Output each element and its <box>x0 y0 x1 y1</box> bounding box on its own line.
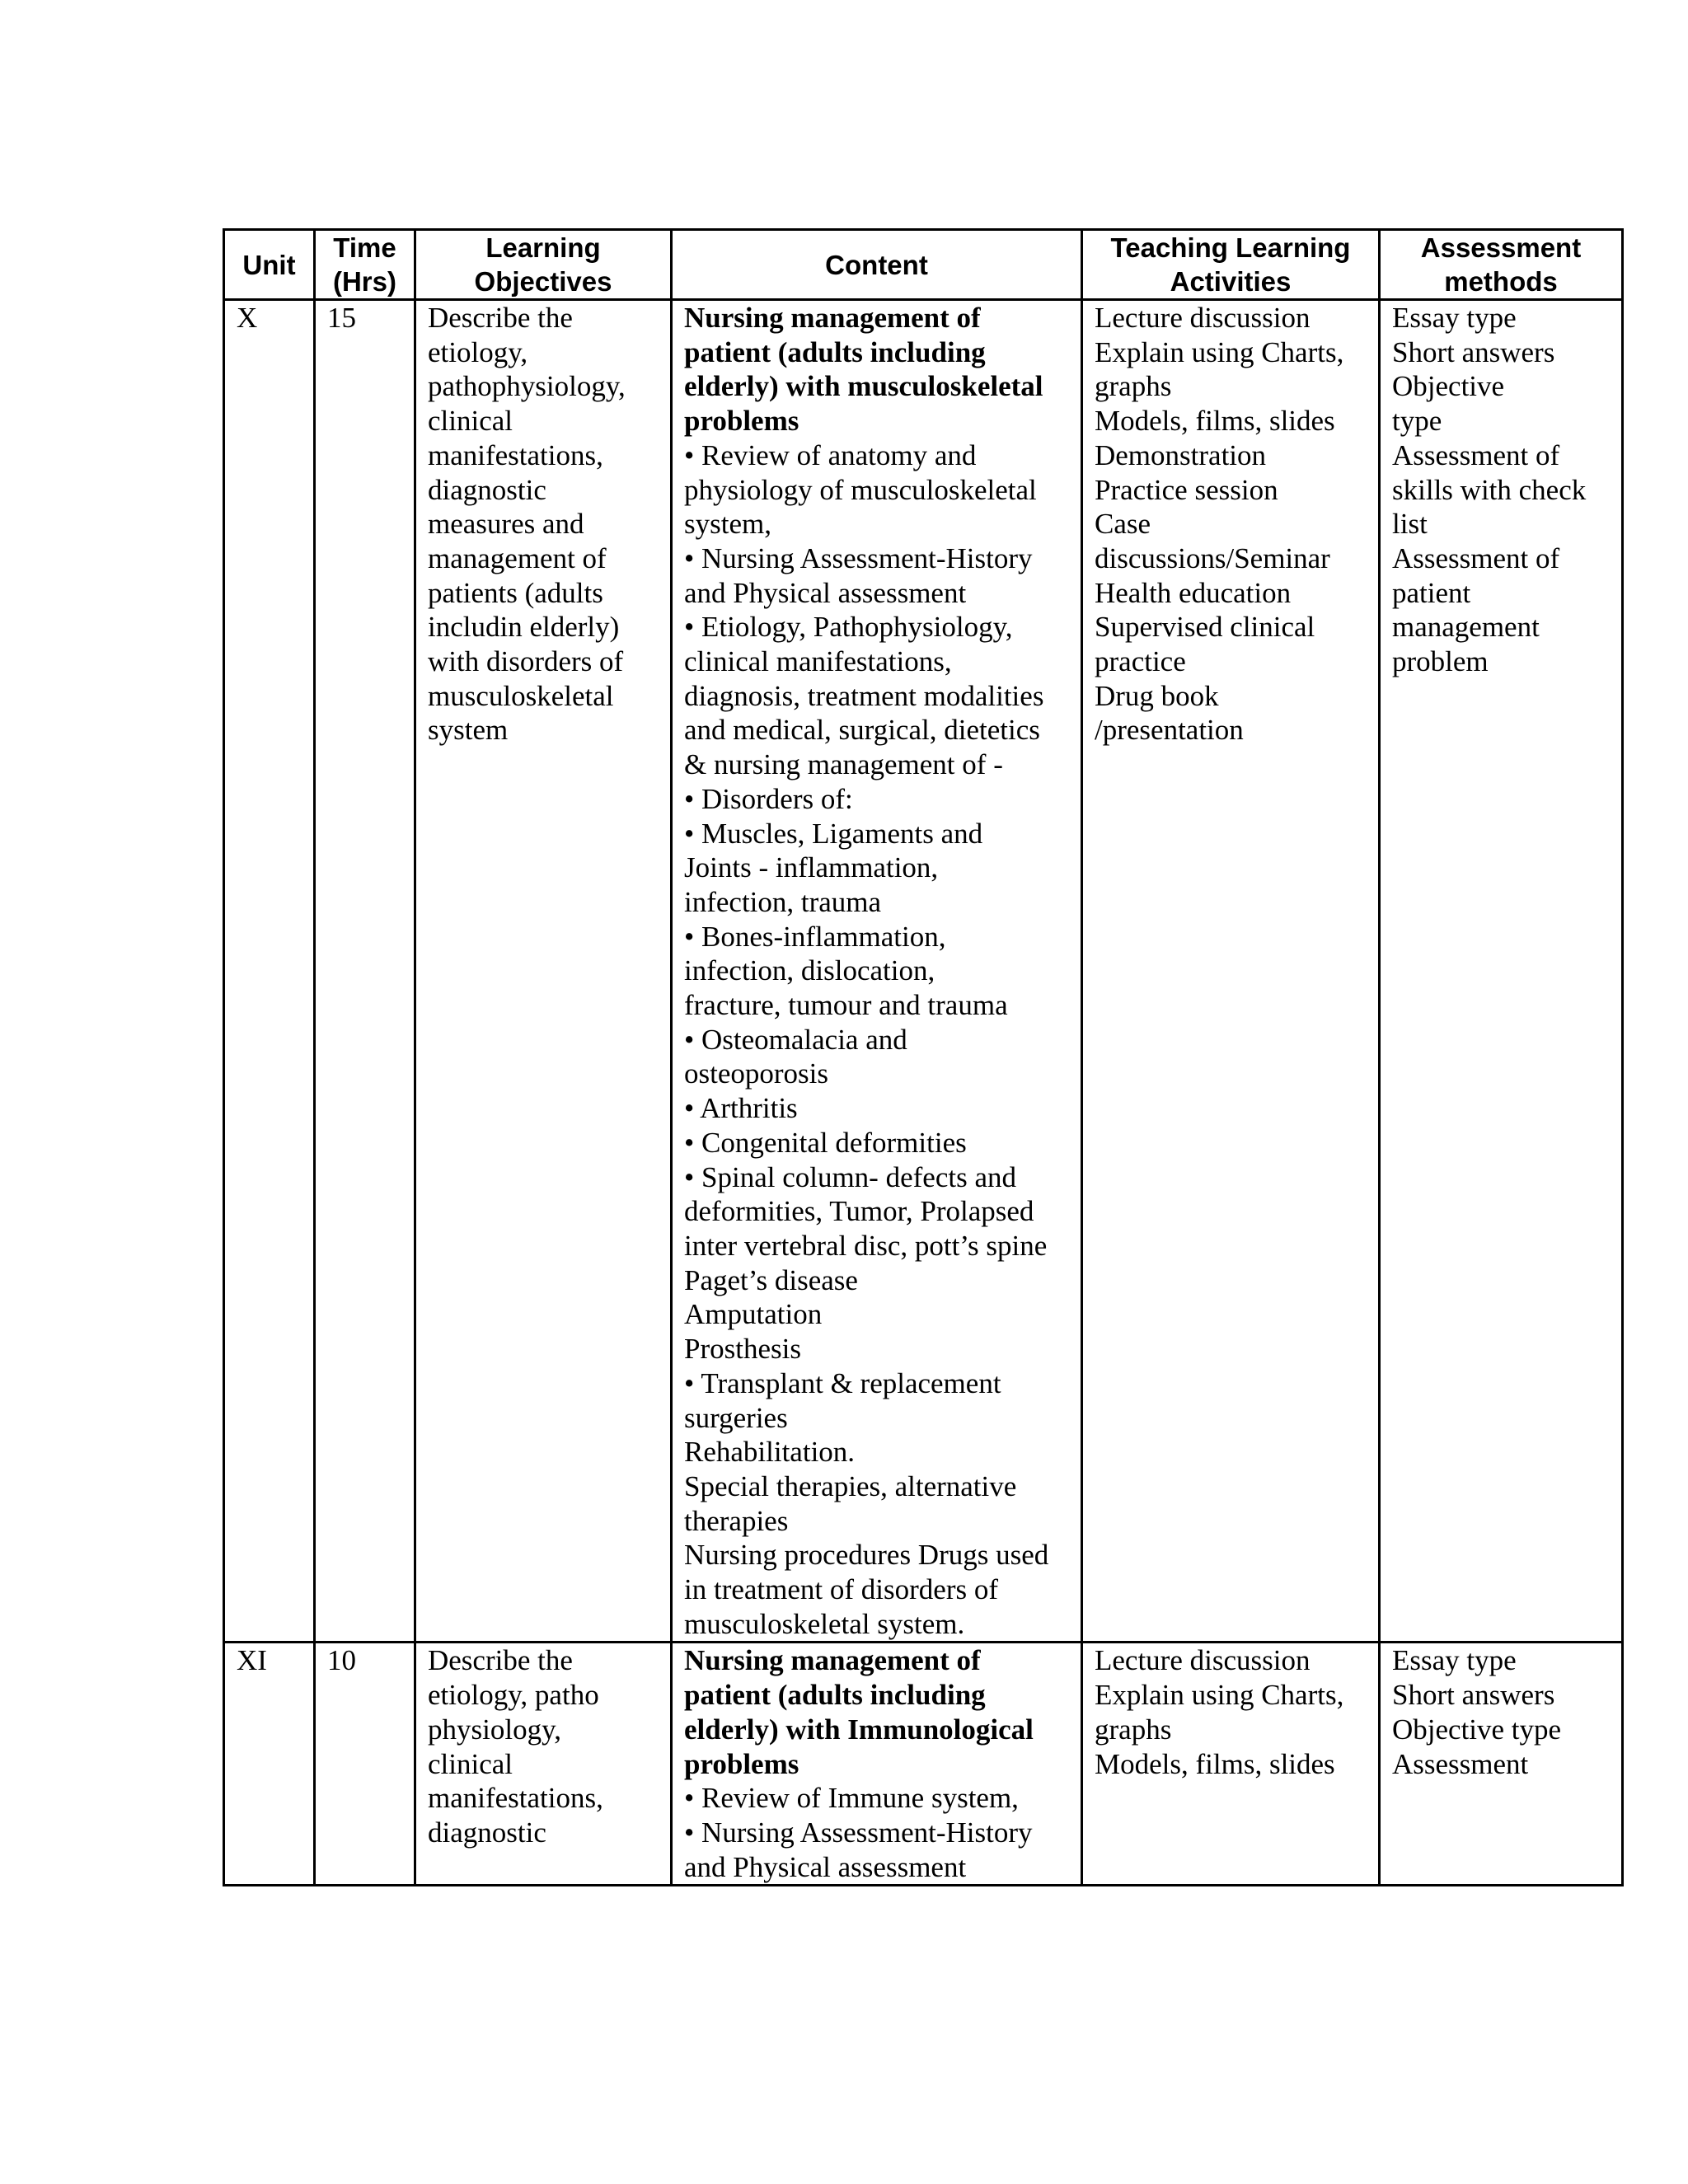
text-line: • Congenital deformities <box>684 1126 967 1159</box>
text-line: and medical, surgical, dietetics <box>684 714 1040 747</box>
text-line: /presentation <box>1095 714 1244 747</box>
text-line: patients (adults <box>428 576 603 609</box>
text-line: patient <box>1392 576 1471 609</box>
text-line: Short answers <box>1392 335 1555 368</box>
text-line: clinical <box>428 1747 513 1780</box>
content-list <box>684 438 1072 1642</box>
text-line: Practice session <box>1095 473 1278 506</box>
text-line: measures and <box>428 508 584 541</box>
text-line: type <box>1392 405 1442 438</box>
text-line: with disorders of <box>428 645 624 678</box>
text-line: Assessment <box>1392 1747 1529 1780</box>
text-line: diagnosis, treatment modalities <box>684 679 1044 712</box>
activities-cell <box>1082 300 1380 1643</box>
text-line: musculoskeletal <box>428 679 614 712</box>
unit-cell: XI <box>224 1643 315 1886</box>
text-line: • Arthritis <box>684 1092 798 1125</box>
text-line: Describe the <box>428 302 573 334</box>
text-line: Health education <box>1095 576 1292 609</box>
text-line: Special therapies, alternative <box>684 1469 1017 1502</box>
text-line: patient (adults including <box>684 1679 986 1712</box>
text-line: surgeries <box>684 1401 788 1434</box>
table-row <box>224 1643 1623 1886</box>
text-line: practice <box>1095 645 1186 678</box>
text-line: pathophysiology, <box>428 370 626 403</box>
text-line: • Muscles, Ligaments and <box>684 817 983 850</box>
syllabus-table <box>223 228 1624 1886</box>
text-line: therapies <box>684 1504 789 1537</box>
text-line: Rehabilitation. <box>684 1436 856 1469</box>
text-line: Essay type <box>1392 302 1517 334</box>
text-line: • Transplant & replacement <box>684 1366 1001 1399</box>
text-line: graphs <box>1095 1713 1172 1746</box>
text-line: diagnostic <box>428 473 546 506</box>
header-teaching-learning-activities: Teaching Learning Activities <box>1082 230 1380 300</box>
text-line: system <box>428 714 509 747</box>
text-line: infection, trauma <box>684 885 882 918</box>
header-assessment-methods: Assessment methods <box>1380 230 1623 300</box>
text-line: & nursing management of - <box>684 748 1003 781</box>
text-line: clinical <box>428 405 513 438</box>
text-line: problems <box>684 405 799 438</box>
text-line: problem <box>1392 645 1489 678</box>
text-line: list <box>1392 508 1428 541</box>
text-line: • Nursing Assessment-History <box>684 541 1033 574</box>
content-list <box>684 1781 1072 1884</box>
text-line: Amputation <box>684 1298 823 1331</box>
text-line: • Bones-inflammation, <box>684 920 946 953</box>
objectives-cell <box>415 1643 672 1886</box>
content-title <box>684 1643 1072 1781</box>
text-line: Models, films, slides <box>1095 1747 1335 1780</box>
time-cell: 10 <box>315 1643 415 1886</box>
text-line: Objective <box>1392 370 1505 403</box>
text-line: • Disorders of: <box>684 782 853 815</box>
text-line: deformities, Tumor, Prolapsed <box>684 1195 1034 1228</box>
unit-cell: X <box>224 300 315 1643</box>
content-cell <box>672 300 1082 1643</box>
text-line: in treatment of disorders of <box>684 1573 999 1606</box>
text-line: Objective type <box>1392 1713 1562 1746</box>
text-line: Lecture discussion <box>1095 302 1311 334</box>
text-line: • Nursing Assessment-History <box>684 1816 1033 1849</box>
header-unit: Unit <box>224 230 315 300</box>
text-line: Demonstration <box>1095 438 1267 471</box>
text-line: Nursing procedures Drugs used <box>684 1539 1049 1572</box>
text-line: • Review of anatomy and <box>684 438 977 471</box>
text-line: fracture, tumour and trauma <box>684 989 1008 1022</box>
text-line: Nursing management of <box>684 1644 981 1677</box>
text-line: infection, dislocation, <box>684 954 935 987</box>
content-title <box>684 301 1072 438</box>
text-line: Paget’s disease <box>684 1263 858 1296</box>
header-time: Time (Hrs) <box>315 230 415 300</box>
text-line: etiology, <box>428 335 528 368</box>
header-row <box>224 230 1623 300</box>
table-row <box>224 300 1623 1643</box>
time-cell: 15 <box>315 300 415 1643</box>
assessment-cell <box>1380 1643 1623 1886</box>
text-line: Explain using Charts, <box>1095 335 1344 368</box>
text-line: Nursing management of <box>684 302 981 334</box>
text-line: Drug book <box>1095 679 1219 712</box>
text-line: • Osteomalacia and <box>684 1023 907 1056</box>
text-line: Joints - inflammation, <box>684 851 939 884</box>
text-line: Short answers <box>1392 1679 1555 1712</box>
text-line: elderly) with Immunological <box>684 1713 1034 1746</box>
text-line: physiology, <box>428 1713 562 1746</box>
text-line: manifestations, <box>428 438 603 471</box>
text-line: manifestations, <box>428 1782 603 1815</box>
assessment-cell <box>1380 300 1623 1643</box>
text-line: osteoporosis <box>684 1057 828 1090</box>
text-line: • Review of Immune system, <box>684 1782 1019 1815</box>
text-line: management <box>1392 611 1540 644</box>
header-learning-objectives: Learning Objectives <box>415 230 672 300</box>
text-line: problems <box>684 1747 799 1780</box>
text-line: discussions/Seminar <box>1095 541 1330 574</box>
text-line: Prosthesis <box>684 1333 801 1366</box>
text-line: management of <box>428 541 607 574</box>
text-line: and Physical assessment <box>684 1850 967 1883</box>
text-line: Assessment of <box>1392 438 1560 471</box>
text-line: Essay type <box>1392 1644 1517 1677</box>
text-line: system, <box>684 508 771 541</box>
text-line: elderly) with musculoskeletal <box>684 370 1043 403</box>
text-line: includin elderly) <box>428 611 620 644</box>
activities-cell <box>1082 1643 1380 1886</box>
text-line: patient (adults including <box>684 335 986 368</box>
text-line: Describe the <box>428 1644 573 1677</box>
text-line: graphs <box>1095 370 1172 403</box>
text-line: Case <box>1095 508 1151 541</box>
objectives-cell <box>415 300 672 1643</box>
content-cell <box>672 1643 1082 1886</box>
text-line: inter vertebral disc, pott’s spine <box>684 1229 1048 1262</box>
text-line: Explain using Charts, <box>1095 1679 1344 1712</box>
text-line: etiology, patho <box>428 1679 599 1712</box>
text-line: Assessment of <box>1392 541 1560 574</box>
text-line: physiology of musculoskeletal <box>684 473 1037 506</box>
text-line: skills with check <box>1392 473 1587 506</box>
text-line: • Etiology, Pathophysiology, <box>684 611 1013 644</box>
text-line: diagnostic <box>428 1816 546 1849</box>
text-line: • Spinal column- defects and <box>684 1160 1016 1193</box>
text-line: Supervised clinical <box>1095 611 1315 644</box>
text-line: musculoskeletal system. <box>684 1607 965 1640</box>
header-content: Content <box>672 230 1082 300</box>
text-line: Lecture discussion <box>1095 1644 1311 1677</box>
text-line: Models, films, slides <box>1095 405 1335 438</box>
text-line: and Physical assessment <box>684 576 967 609</box>
text-line: clinical manifestations, <box>684 645 952 678</box>
